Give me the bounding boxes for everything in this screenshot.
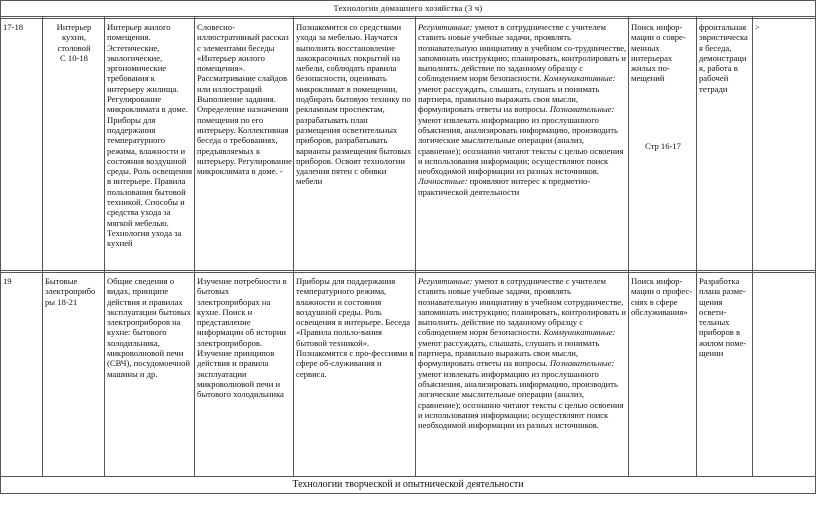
col-border-6 [628,17,629,477]
next-section-title: Технологии творческой и опытнической деятельности [292,479,524,490]
col-border-7 [696,17,697,477]
col-border-2 [104,17,105,477]
homework-search: Поиск инфор-мации о совре-менных интерьерах жилых по-мещений [631,22,686,84]
section-title: Технологии домашнего хозяйства (3 ч) [333,4,483,13]
subject-results: Познакомятся со средствами ухода за мебелью. Научатся выполнять восстановление лакокрасочных покрытий на мебели, соблюдать правила безопасности, оценивать микроклимат в помещении, подбирать бытовую технику по рекламным проспектам, разрабатывать план размещения осветительных приборов, разрабатывать варианты размещения бытовых приборов. Освоят технологии удаления пятен с обивки мебели [296,22,412,187]
uud-cognitive-text: умеют извлекать информацию из прослушанного объяснения, анализировать информацию, производить логические мыслительные операции (анализ, сравнение); осознанно читают тексты с целью освоения и использования информации; осуществляют поиск необходимой информации из разных источников. [418,368,624,431]
homework-page-ref: Стр 16-17 [645,141,681,151]
homework-search: Поиск инфор-мации о профес-сиях в сфере обслуживания» [631,276,693,317]
uud-cognitive-label: Познавательные: [549,358,615,369]
col-border-5 [415,17,416,477]
table-border-header [0,16,816,17]
uud-results [418,276,627,430]
uud-personal-label: Личностные: [418,176,468,187]
table-row-divider [0,270,816,271]
lesson-number: 17-18 [3,22,24,32]
lesson-content: Интерьер жилого помещения. Эстетические, экологические, эргономические требования к интерьеру жилища. Регулирование микроклимата в доме. Приборы для поддержания температурного режима, влажности и состояния воздушной среды. Роль освещения в интерьере. Правила пользования бытовой техникой. Способы и средства ухода за мягкой мебелью. Технология ухода за кухней [107,22,193,249]
lesson-method: Изучение потребности в бытовых электроприборах на кухне. Поиск и представление информации об истории электроприборов. Изучение принципов действия и правила эксплуатации микроволновой печи и бытового холодильника [197,276,287,400]
col-border-4 [293,17,294,477]
uud-communicative-text: умеют рассуждать, слышать, слушать и понимать партнера, правильно выражать свои мысли, формулировать ответы на вопросы. [418,337,600,369]
uud-communicative-label: Коммуникативные: [543,73,616,84]
lesson-topic: Бытовые электроприбо ры 18-21 [45,276,96,307]
table-border-bottom-rows [0,476,816,477]
uud-personal-text: проявляют интерес к предметно-практической деятельности [418,176,591,197]
col-border-3 [194,17,195,477]
col-border-8 [752,17,753,477]
table-border-header-2 [0,18,816,19]
table-border-top [0,0,816,1]
subject-results: Приборы для поддержания температурного режима, влажности и состояния воздушной среды. Роль освещения в интерьере. Беседа «Правила пользо-вания бытовой техникой». Познакомятся с про-фессиями в сфере об-служивания и сервиса. [296,276,414,379]
lesson-form: Разработка плана разме-щения освети-тельных приборов в жилом поме-щении [699,276,747,359]
col-border-0 [0,0,1,494]
lesson-form: фронтальная эвристическа я беседа, демонстраци я, работа в рабочей тетради [699,22,748,94]
uud-communicative-label: Коммуникативные: [543,327,616,338]
lesson-method: Словесно-иллюстративный рассказ с элементами беседы «Интерьер жилого помещения». Рассматривание слайдов или иллюстраций Выполнение задания. Определение назначения помещения по его интерьеру. Коллективная беседа о требованиях, предъявляемых к интерьеру. Регулирование микроклимата в доме. - [197,22,292,177]
row-mark: > [755,22,760,32]
uud-regulative-text: умеют в сотрудничестве с учителем ставить новые учебные задачи, проявлять познавательную инициативу в учебном со-трудничестве, запоминать инструкцию; планировать, контролировать и выполнять. действие по заданному образцу с соблюдением норм безопасности. [418,22,627,84]
uud-regulative-label: Регулятивные: [418,276,473,286]
table-row-divider-2 [0,272,816,273]
uud-communicative-text: умеют рассуждать, слышать, слушать и понимать партнера, правильно выражать свои мысли, формулировать ответы на вопросы. [418,83,600,115]
table-border-bottom [0,493,816,494]
uud-cognitive-label: Познавательные: [549,104,615,115]
lesson-number: 19 [3,276,12,286]
uud-cognitive-text: умеют извлекать информацию из прослушанного объяснения, анализировать информацию, производить логические мыслительные операции (анализ, сравнение); осознанно читают тексты с целью освоения и использования информации; осуществляют поиск необходимой информации из разных источников. [418,114,624,177]
uud-regulative-label: Регулятивные: [418,22,473,32]
uud-results [418,22,627,197]
col-border-1 [42,17,43,477]
lesson-topic: Интерьер кухни, столовой С 10-18 [56,22,92,63]
lesson-content: Общие сведения о видах, принципе действия и правилах эксплуатации бытовых электроприборов на кухне: бытового холодильника, микроволновой печи (СВЧ), посудомоечной машины и др. [107,276,191,379]
uud-regulative-text: умеют в сотрудничестве с учителем ставить новые учебные задачи, проявлять познавательную инициативу в учебном сотрудничестве, запоминать инструкцию; планировать, контролировать и выполнять. действие по заданному образцу с соблюдением норм безопасности. [418,276,626,338]
